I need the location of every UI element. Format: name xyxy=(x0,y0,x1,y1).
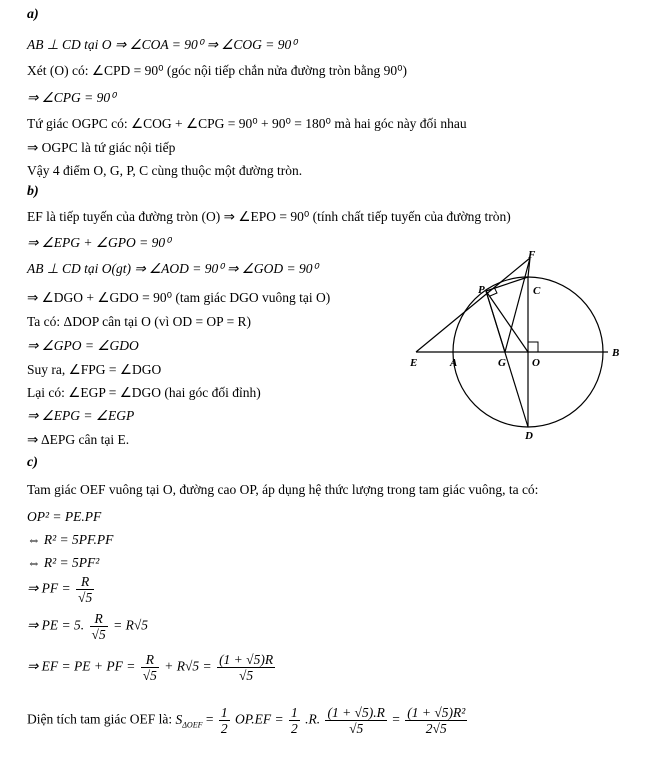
label-b: B xyxy=(612,347,620,359)
area-label: Diện tích tam giác OEF là: xyxy=(27,711,173,727)
right-angle-o xyxy=(528,342,538,352)
label-e: E xyxy=(410,357,418,369)
eq-5-fraction xyxy=(90,611,108,642)
part-b-line-4: ⇒ ∠DGO + ∠GDO = 90⁰ (tam giác DGO vuông tại O) xyxy=(27,290,331,305)
part-c-eq-6 xyxy=(27,652,277,683)
eq-6-f1-num: R xyxy=(141,652,159,668)
area-symbol xyxy=(175,711,203,730)
area-eq: = xyxy=(205,711,214,727)
eq-6-fraction-2 xyxy=(217,652,275,683)
label-a: A xyxy=(450,357,458,369)
part-a-line-4: Tứ giác OGPC có: ∠COG + ∠CPG = 90⁰ + 90⁰ = 180⁰ mà hai góc này đối nhau xyxy=(27,116,467,131)
eq-4-num: R xyxy=(76,574,94,590)
part-c-eq-5 xyxy=(27,611,148,642)
part-a-line-2: Xét (O) có: ∠CPD = 90⁰ (góc nội tiếp chắn nửa đường tròn bằng 90⁰) xyxy=(27,63,407,78)
area-s: S xyxy=(175,711,183,727)
eq-5-den: √5 xyxy=(91,627,106,642)
part-b-line-10: ⇒ ΔEPG cân tại E. xyxy=(27,432,130,447)
label-p: P xyxy=(478,284,485,296)
area-mid-1: OP.EF = xyxy=(234,711,284,727)
part-b-heading: b) xyxy=(27,184,39,199)
area-mid-2: .R. xyxy=(305,711,321,727)
tangent-ef xyxy=(416,258,530,352)
area-f2-den: 2 xyxy=(290,721,298,736)
eq-5-num: R xyxy=(90,611,108,627)
segment-gf xyxy=(505,258,530,352)
area-f3-den: √5 xyxy=(349,721,364,736)
part-c-area xyxy=(27,705,469,736)
part-c-eq-1: OP² = PE.PF xyxy=(27,509,102,524)
eq-6-lhs: ⇒ EF = PE + PF = xyxy=(27,658,136,674)
part-a-heading: a) xyxy=(27,7,39,22)
part-c-intro: Tam giác OEF vuông tại O, đường cao OP, áp dụng hệ thức lượng trong tam giác vuông, ta có: xyxy=(27,482,539,497)
part-b-line-3: AB ⊥ CD tại O(gt) ⇒ ∠AOD = 90⁰ ⇒ ∠GOD = 90⁰ xyxy=(27,261,318,276)
eq-6-f2-num: (1 + √5)R xyxy=(219,652,274,667)
part-b-line-8: Lại có: ∠EGP = ∠DGO (hai góc đối đỉnh) xyxy=(27,385,261,400)
area-subscript: ΔOEF xyxy=(182,720,203,730)
eq-6-f1-den: √5 xyxy=(142,668,157,683)
area-f4-num: (1 + √5)R² xyxy=(407,705,466,720)
part-c-eq-3: ⇔ R² = 5PF² xyxy=(27,555,100,570)
part-b-line-5: Ta có: ΔDOP cân tại O (vì OD = OP = R) xyxy=(27,314,252,329)
part-b-line-2: ⇒ ∠EPG + ∠GPO = 90⁰ xyxy=(27,235,171,250)
part-b-line-7: Suy ra, ∠FPG = ∠DGO xyxy=(27,362,162,377)
geometry-figure xyxy=(408,246,638,446)
part-c-eq-4 xyxy=(27,574,96,605)
part-a-line-3: ⇒ ∠CPG = 90⁰ xyxy=(27,90,116,105)
area-f4-den: 2√5 xyxy=(425,721,447,736)
area-f2-num: 1 xyxy=(290,705,298,720)
label-d: D xyxy=(525,430,533,442)
eq-4-den: √5 xyxy=(78,590,93,605)
eq-5-lhs: ⇒ PE = 5. xyxy=(27,617,85,633)
label-o: O xyxy=(532,357,540,369)
eq-5-rhs: = R√5 xyxy=(113,617,148,633)
label-f: F xyxy=(528,249,536,261)
area-fraction-1 xyxy=(219,705,230,736)
part-c-heading: c) xyxy=(27,455,38,470)
eq-6-f2-den: √5 xyxy=(238,668,254,683)
part-a-line-1: AB ⊥ CD tại O ⇒ ∠COA = 90⁰ ⇒ ∠COG = 90⁰ xyxy=(27,37,297,52)
area-mid-3: = xyxy=(392,711,400,727)
eq-6-fraction-1 xyxy=(141,652,159,683)
part-a-line-6: Vậy 4 điểm O, G, P, C cùng thuộc một đường tròn. xyxy=(27,163,303,178)
area-fraction-4 xyxy=(405,705,467,736)
part-b-line-1: EF là tiếp tuyến của đường tròn (O) ⇒ ∠EPO = 90⁰ (tính chất tiếp tuyến của đường tròn) xyxy=(27,209,511,224)
area-f1-num: 1 xyxy=(220,705,228,720)
part-a-line-5: ⇒ OGPC là tứ giác nội tiếp xyxy=(27,140,176,155)
part-b-line-6: ⇒ ∠GPO = ∠GDO xyxy=(27,338,139,353)
part-b-line-9: ⇒ ∠EPG = ∠EGP xyxy=(27,408,135,423)
area-fraction-2 xyxy=(289,705,300,736)
label-g: G xyxy=(498,357,506,369)
segment-pg xyxy=(486,291,505,352)
area-f1-den: 2 xyxy=(220,721,228,736)
area-f3-num: (1 + √5).R xyxy=(327,705,385,720)
part-c-eq-2: ⇔ R² = 5PF.PF xyxy=(27,532,114,547)
eq-6-mid: + R√5 = xyxy=(164,658,212,674)
eq-4-fraction xyxy=(76,574,94,605)
area-fraction-3 xyxy=(325,705,386,736)
label-c: C xyxy=(533,285,541,297)
eq-4-lhs: ⇒ PF = xyxy=(27,580,71,596)
